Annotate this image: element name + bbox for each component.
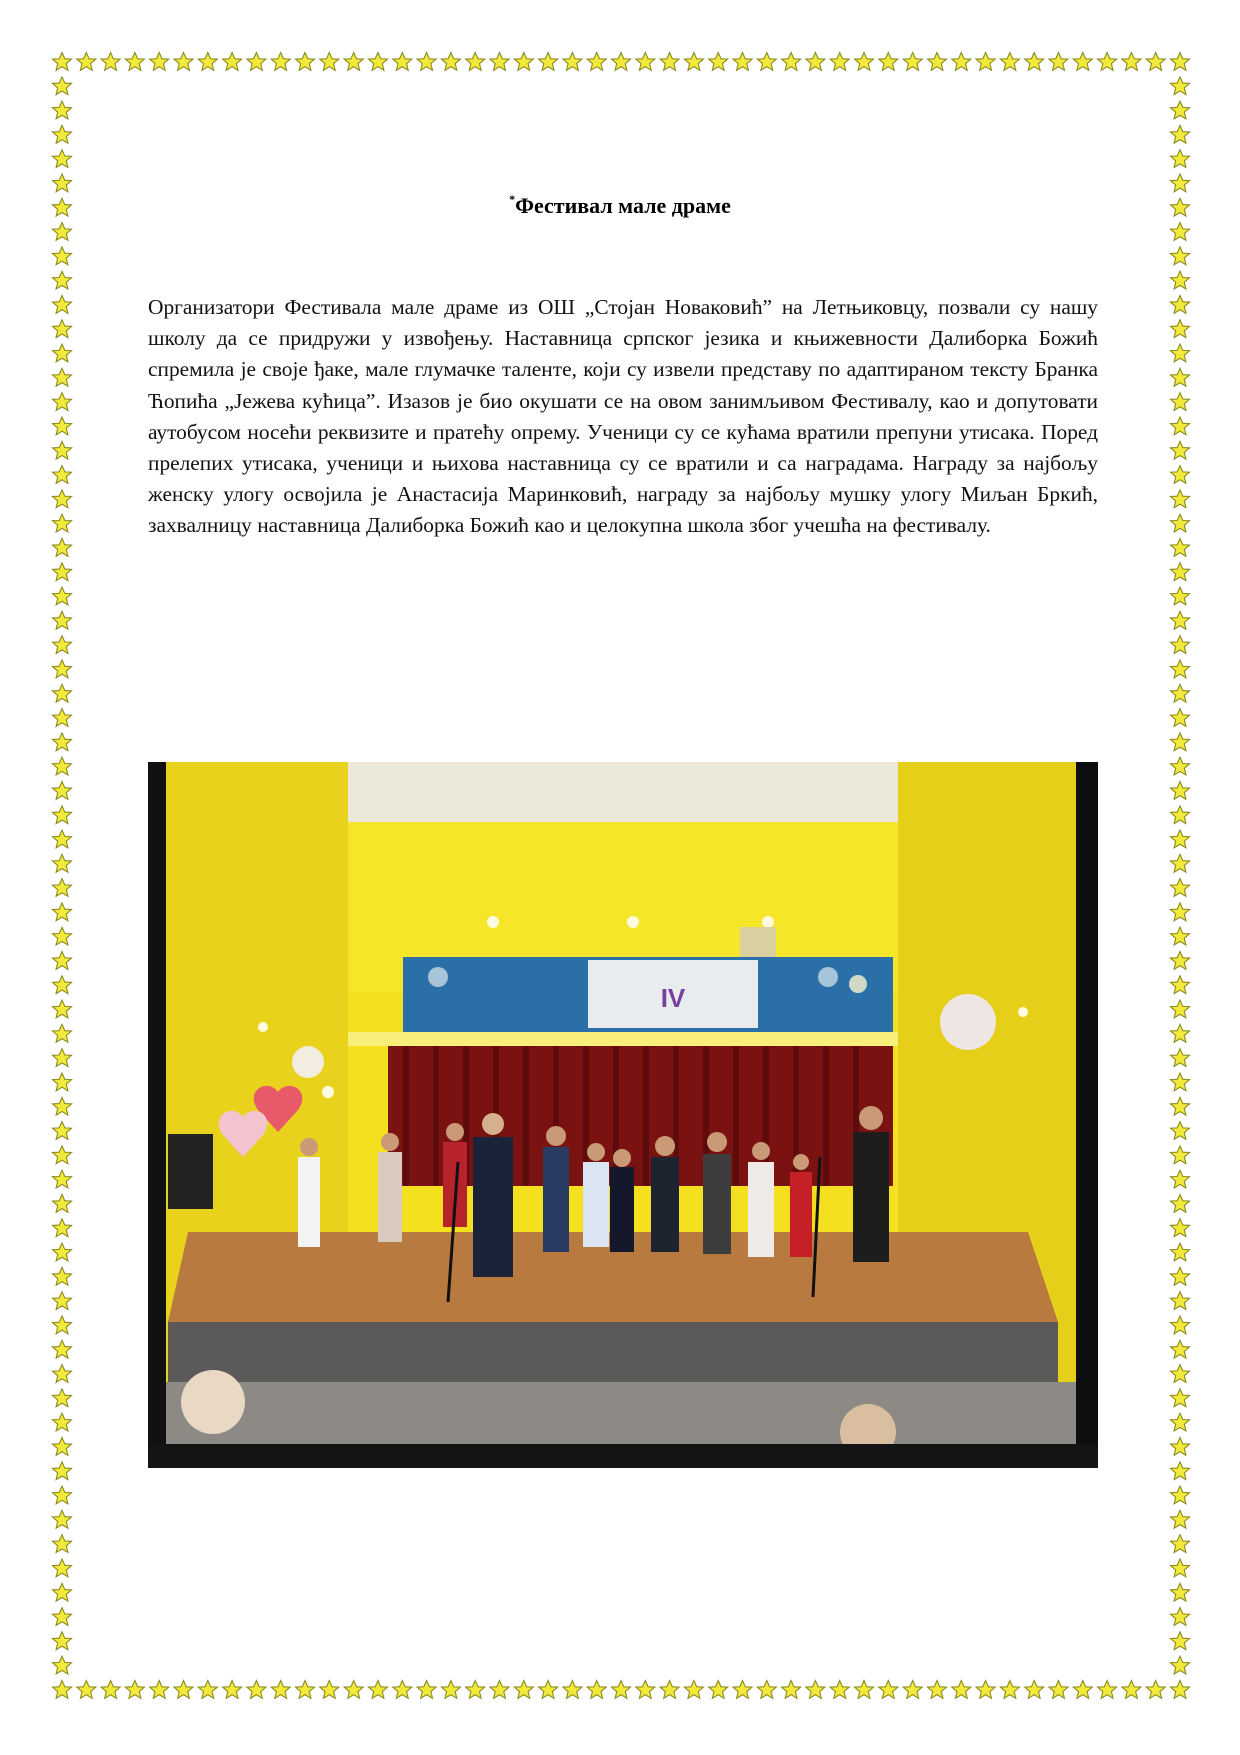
star-icon [1171,150,1190,168]
star-icon [1171,757,1190,775]
star-icon [1146,53,1165,71]
star-icon [514,53,533,71]
star-icon [1171,514,1190,532]
star-icon [53,1170,72,1188]
star-icon [53,101,72,119]
star-icon [1171,247,1190,265]
star-icon [684,53,703,71]
star-icon [198,53,217,71]
star-icon [539,53,558,71]
star-icon [587,53,606,71]
star-icon [1171,903,1190,921]
star-icon [830,53,849,71]
star-icon [150,53,169,71]
star-icon [53,441,72,459]
star-icon [53,1510,72,1528]
star-icon [344,53,363,71]
star-icon [53,757,72,775]
star-icon [1171,1146,1190,1164]
star-icon [733,53,752,71]
star-icon [1171,393,1190,411]
star-icon [1171,539,1190,557]
star-icon [1171,1486,1190,1504]
star-icon [369,53,388,71]
star-icon [976,1681,995,1699]
star-icon [174,1681,193,1699]
star-icon [1171,368,1190,386]
star-icon [709,1681,728,1699]
star-icon [1171,1438,1190,1456]
star-icon [53,174,72,192]
star-icon [903,1681,922,1699]
star-icon [563,1681,582,1699]
star-icon [1171,709,1190,727]
star-icon [952,1681,971,1699]
star-icon [733,1681,752,1699]
star-icon [1171,1219,1190,1237]
star-icon [1122,53,1141,71]
star-icon [53,782,72,800]
star-icon [1171,344,1190,362]
star-icon [53,1243,72,1261]
star-icon [1171,1510,1190,1528]
star-icon [612,1681,631,1699]
star-icon [466,53,485,71]
star-icon [53,903,72,921]
star-icon [1171,1632,1190,1650]
star-icon [125,53,144,71]
star-icon [1171,174,1190,192]
star-icon [53,344,72,362]
star-icon [1171,77,1190,95]
star-icon [53,539,72,557]
star-icon [879,1681,898,1699]
star-icon [1025,1681,1044,1699]
star-icon [1171,1170,1190,1188]
star-icon [1171,296,1190,314]
star-icon [53,1024,72,1042]
star-icon [636,1681,655,1699]
star-icon [77,1681,96,1699]
star-icon [53,1413,72,1431]
star-icon [53,1486,72,1504]
star-icon [369,1681,388,1699]
star-icon [125,1681,144,1699]
star-icon [1171,1608,1190,1626]
star-icon [1171,1073,1190,1091]
star-icon [879,53,898,71]
star-icon [53,1073,72,1091]
star-icon [1171,490,1190,508]
star-icon [271,53,290,71]
star-icon [806,53,825,71]
star-icon [928,53,947,71]
star-icon [490,53,509,71]
star-icon [53,1316,72,1334]
star-icon [53,417,72,435]
star-icon [53,684,72,702]
star-icon [53,1535,72,1553]
star-icon [53,1097,72,1115]
star-icon [1171,320,1190,338]
star-icon [1171,125,1190,143]
star-icon [53,1681,72,1699]
star-icon [53,709,72,727]
star-icon [782,53,801,71]
star-icon [53,1365,72,1383]
star-icon [1171,1049,1190,1067]
star-icon [587,1681,606,1699]
star-icon [636,53,655,71]
star-icon [1073,1681,1092,1699]
star-icon [1171,223,1190,241]
star-icon [1171,1195,1190,1213]
star-icon [441,53,460,71]
star-icon [53,514,72,532]
body-paragraph: Организатори Фестивала мале драме из ОШ „Стојан Новаковић” на Летњиковцу, позвали су нашу школу да се придружи у извођењу. Наставница српског језика и књижевности Далиборка Божић спремила је своје ђаке, мале глумачке таленте, који су извели представу по адаптираном тексту Бранка Ћопића „Јежева кућица”. Изазов је био окушати се на овом занимљивом Фестивалу, као и допутовати аутобусом носећи реквизите и пратећу опрему. Ученици су се кућама вратили препуни утисака. Поред прелепих утисака, ученици и њихова наставница су се вратили и са наградама. Награду за најбољу женску улогу освојила је Анастасија Маринковић, награду за најбољу мушку улогу Миљан Бркић, захвалницу наставница Далиборка Божић као и целокупна школа због учешћа на фестивалу. [148,295,1098,538]
star-icon [53,660,72,678]
star-icon [53,1656,72,1674]
star-icon [1171,563,1190,581]
document-title [0,193,1240,219]
star-icon [782,1681,801,1699]
star-icon [53,1195,72,1213]
star-icon [1171,1656,1190,1674]
star-icon [53,271,72,289]
star-icon [1171,1365,1190,1383]
star-icon [53,1438,72,1456]
star-icon [1049,53,1068,71]
star-icon [1171,684,1190,702]
star-icon [1171,1535,1190,1553]
star-icon [1171,53,1190,71]
banner-numeral: IV [660,983,686,1013]
star-icon [1171,1583,1190,1601]
star-icon [53,1462,72,1480]
star-icon [1098,1681,1117,1699]
star-icon [1171,1462,1190,1480]
star-icon [1171,927,1190,945]
star-icon [1171,1024,1190,1042]
star-icon [320,53,339,71]
star-icon [393,1681,412,1699]
star-icon [223,1681,242,1699]
star-icon [660,53,679,71]
star-icon [1171,587,1190,605]
star-icon [1171,830,1190,848]
star-icon [77,53,96,71]
star-icon [53,733,72,751]
star-icon [563,53,582,71]
star-icon [830,1681,849,1699]
star-icon [1171,660,1190,678]
star-icon [53,1219,72,1237]
star-icon [53,1583,72,1601]
star-icon [53,368,72,386]
star-icon [1171,733,1190,751]
star-icon [53,1267,72,1285]
star-icon [53,223,72,241]
star-icon [490,1681,509,1699]
star-icon [53,927,72,945]
star-icon [1122,1681,1141,1699]
star-icon [417,53,436,71]
star-icon [53,879,72,897]
star-icon [101,53,120,71]
star-icon [1171,1000,1190,1018]
star-icon [320,1681,339,1699]
star-icon [53,636,72,654]
star-icon [660,1681,679,1699]
star-icon [1171,611,1190,629]
star-icon [53,53,72,71]
star-icon [1171,1122,1190,1140]
star-icon [53,490,72,508]
star-icon [1171,1243,1190,1261]
star-icon [1171,636,1190,654]
star-icon [855,53,874,71]
star-icon [1098,53,1117,71]
star-icon [928,1681,947,1699]
star-icon [1171,1292,1190,1310]
star-icon [1171,1316,1190,1334]
star-icon [903,53,922,71]
star-icon [1025,53,1044,71]
star-icon [296,1681,315,1699]
star-icon [1171,1681,1190,1699]
star-icon [53,611,72,629]
star-icon [1171,417,1190,435]
star-icon [53,1340,72,1358]
star-icon [53,1559,72,1577]
star-icon [976,53,995,71]
star-icon [757,1681,776,1699]
star-icon [1171,782,1190,800]
star-icon [466,1681,485,1699]
star-icon [53,1292,72,1310]
star-icon [53,1608,72,1626]
star-icon [1171,1559,1190,1577]
star-icon [1171,441,1190,459]
star-icon [53,296,72,314]
star-icon [53,1389,72,1407]
star-icon [53,1122,72,1140]
star-icon [53,952,72,970]
star-icon [53,587,72,605]
star-icon [101,1681,120,1699]
star-icon [53,830,72,848]
star-icon [612,53,631,71]
star-icon [1171,976,1190,994]
star-icon [539,1681,558,1699]
star-icon [1171,1097,1190,1115]
star-icon [53,1146,72,1164]
star-icon [709,53,728,71]
star-icon [1146,1681,1165,1699]
star-icon [198,1681,217,1699]
star-icon [53,1632,72,1650]
star-icon [53,247,72,265]
star-icon [1171,271,1190,289]
star-icon [806,1681,825,1699]
star-icon [1000,1681,1019,1699]
star-icon [393,53,412,71]
star-icon [1171,1389,1190,1407]
star-icon [1073,53,1092,71]
title-text: Фестивал мале драме [515,193,731,218]
star-icon [1171,952,1190,970]
star-icon [247,53,266,71]
star-icon [271,1681,290,1699]
star-icon [1171,1340,1190,1358]
stage-photo [148,762,1098,1468]
star-icon [1171,101,1190,119]
star-icon [684,1681,703,1699]
star-icon [1171,1267,1190,1285]
star-icon [53,77,72,95]
star-icon [855,1681,874,1699]
star-icon [53,806,72,824]
star-icon [247,1681,266,1699]
star-icon [1171,466,1190,484]
star-icon [296,53,315,71]
star-icon [1171,806,1190,824]
star-icon [53,976,72,994]
star-icon [53,1000,72,1018]
star-icon [150,1681,169,1699]
star-icon [53,320,72,338]
star-icon [53,854,72,872]
star-icon [1171,1413,1190,1431]
star-icon [417,1681,436,1699]
star-icon [757,53,776,71]
star-icon [174,53,193,71]
star-icon [514,1681,533,1699]
star-icon [1171,854,1190,872]
star-icon [53,125,72,143]
star-icon [1000,53,1019,71]
star-icon [344,1681,363,1699]
star-icon [53,393,72,411]
star-icon [441,1681,460,1699]
star-icon [1171,879,1190,897]
star-icon [53,150,72,168]
star-icon [53,563,72,581]
star-icon [952,53,971,71]
star-icon [1049,1681,1068,1699]
star-icon [53,1049,72,1067]
star-icon [53,466,72,484]
title-marker: * [509,191,516,206]
star-icon [223,53,242,71]
